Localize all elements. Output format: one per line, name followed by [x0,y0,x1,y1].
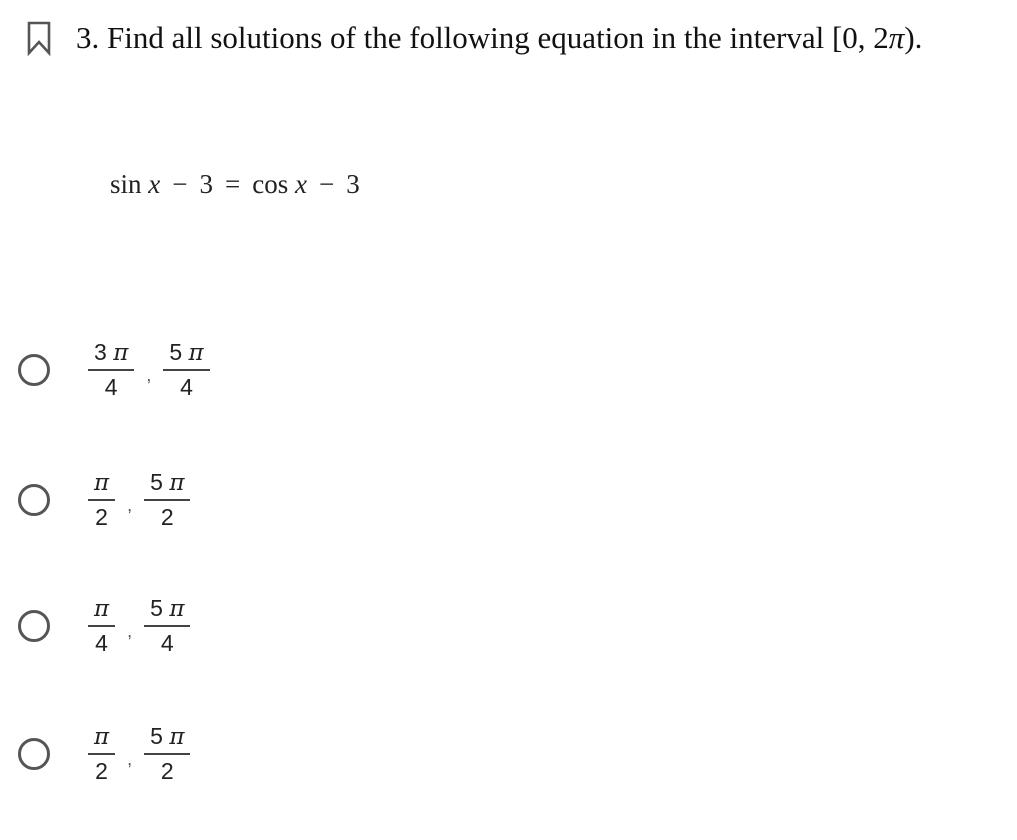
eq-lhs-op: − [172,169,188,199]
fraction-bar [88,753,115,755]
answer-option-d[interactable] [18,722,190,785]
answer-expression [88,338,210,401]
radio-button[interactable] [18,354,50,386]
separator: , [127,495,133,515]
fraction [88,468,115,531]
eq-lhs-func: sin [110,169,142,199]
eq-rhs-func: cos [252,169,289,199]
pi-symbol: π [169,596,185,622]
eq-equals: = [224,169,241,199]
denominator: 2 [95,504,108,530]
fraction [163,338,209,401]
answer-option-a[interactable] [18,338,210,401]
denominator: 4 [104,374,118,400]
pi-symbol: π [188,340,204,366]
pi-symbol: π [169,470,185,496]
answer-option-b[interactable] [18,468,190,531]
pi-symbol: π [94,470,110,496]
pi-symbol: π [94,724,110,750]
answer-expression [88,722,190,785]
separator: , [127,749,133,769]
radio-button[interactable] [18,484,50,516]
numerator-coef: 5 [169,339,183,365]
question-header [26,18,922,58]
separator: , [127,621,133,641]
question-text: Find all solutions of the following equation in the interval [0, 2 [107,20,889,55]
denominator: 2 [160,504,174,530]
denominator: 4 [160,630,174,656]
numerator-coef: 5 [150,723,163,749]
eq-rhs-var: x [294,169,307,199]
answer-option-c[interactable] [18,594,190,657]
question-text-end: ). [904,20,923,55]
fraction [144,468,190,531]
fraction-bar [163,369,209,371]
fraction-bar [144,625,190,627]
question-number: 3. [76,20,100,55]
denominator: 4 [180,374,193,400]
answer-expression [88,594,190,657]
fraction-bar [88,625,115,627]
fraction-bar [88,499,115,501]
answer-expression [88,468,190,531]
fraction [88,338,134,401]
fraction-bar [144,499,190,501]
fraction-bar [88,369,134,371]
numerator-coef: 5 [150,595,163,621]
fraction [144,594,190,657]
bookmark-icon[interactable] [26,20,52,56]
denominator: 2 [95,758,108,784]
pi-symbol: π [113,340,129,366]
numerator-coef: 5 [150,469,163,495]
equation [110,166,360,202]
numerator-coef: 3 [94,339,107,365]
eq-rhs-op: − [318,169,335,199]
pi-symbol: π [94,596,110,622]
pi-symbol: π [888,20,905,55]
eq-lhs-var: x [148,169,161,199]
eq-lhs-const: 3 [199,169,213,199]
separator: , [146,365,152,385]
fraction-bar [144,753,190,755]
question-prompt [76,18,922,58]
denominator: 4 [95,630,108,656]
radio-button[interactable] [18,738,50,770]
fraction [88,594,115,657]
fraction [144,722,190,785]
radio-button[interactable] [18,610,50,642]
eq-rhs-const: 3 [346,169,360,199]
fraction [88,722,115,785]
pi-symbol: π [169,724,185,750]
denominator: 2 [160,758,174,784]
